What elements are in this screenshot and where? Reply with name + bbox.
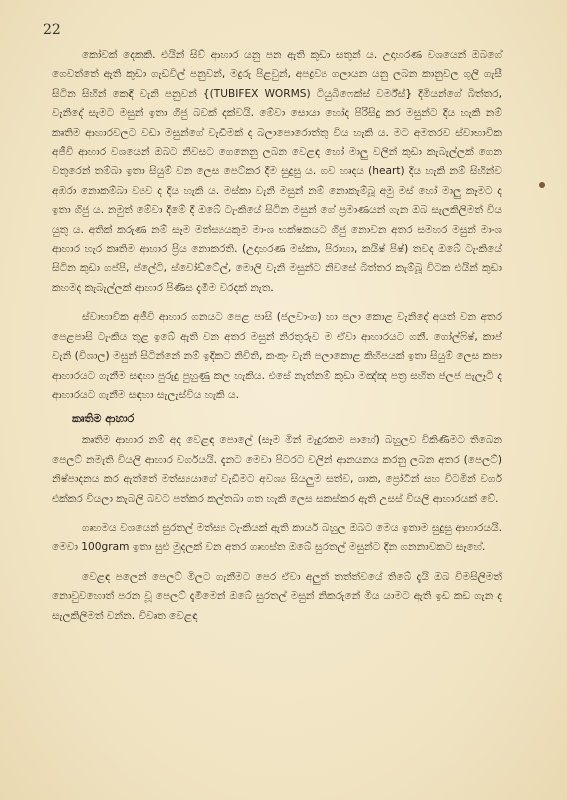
page-body xyxy=(52,46,502,626)
paragraph-pellet-suitability: ගෘහමය වශයෙන් සුරතල් මත්ස්‍ය ටැංකියක් ඇති කාර්ය බහුල ඔබට මෙය ඉතාම සුදුසු ආහාරයයි. මෙවා 100gram ඉතා සුළු මුදලක් වන අතර ගෘහස්ත ඔබේ සුරතල් මසුන්ට දින ගනනාවකට සෑහේ. xyxy=(52,521,502,554)
section-heading-artificial-food: කෘතිම ආහාර xyxy=(72,412,135,426)
page-number: 22 xyxy=(43,22,61,38)
paper-speck xyxy=(539,182,545,188)
paragraph-natural-live-food: කෝවක් දෙකකි. එයින් සිව් ආහාර යනු පන ඇති කුඩා සතුන් ය. උදාහරණ වශයෙන් ඔබගේ ගෙවත්තේ ඇති කුඩා ගැඩවිල් පනුවන්, මදුරු පිළවුන්, අපද්‍රව්‍ය ගලායන යනු ලබන කානුවල ගුලි ගැසී සිටින සිහින් කෙඳි වැනි පනුවන් {(TUBIFEX WORMS) ටියුබිෆෙක්ස් වර්ම්ස්} දිමියන්ගේ බිත්තර, වැනිදේ සැමට මසුන් ඉතා ගිජු බවක් දක්වයි. මේවා සොයා හෝද පිරිසිදු කර මසුන්ට දිය හැකි නම් කෘතිම ආහාරවලට වඩා මසුන්ගේ වැඩීමක් ද බලාපොරොත්තු විය හැකි ය. මට අමතරව ස්වාභාවික අජීවි ආහාර වශයෙන් ඔබට නිවසට ගෙනෙනු ලබන වෙළඳ හෝ මාලු වලින් කුඩා කැබැල්ලක් ගෙන වතුරෙන් තම්බා ඉතා සියුම් වන ලෙස පෙට්කර දීම සුදුසු ය. ගව හෘදය (heart) දිය හැකි නම් සිහින්ව අඹරා නොකම්බා ව්‍යව ද දිය හැකි ය. මස්කා වැනි මසුන් නම් නොකැම්බූ අමු මස් හෝ මාලු කෑමට ද ඉතා ගිජු ය. නමුත් මේවා දීමේ දී ඔබේ ටැංකියේ සිටින මසුන් ගේ ප්‍රමාණයන් ගැන ඔබ සැලකිලිමත් විය යුතු ය. අතික් කරුණ නම් සෑම මත්ස්‍යයකුම මාංශ භක්ෂකයට ගිජු නොවන අතර සමහර මසුන් මාංශ ආහාර හැර කෘතිම ආහාර ප්‍රිය නොකරති. (උදාහරණ මස්කා, පිරාහා, කයිෂ් පිෂ්) තවද ඔබේ ටැංකියේ සිටින කුඩා ගප්පි, ප්ලේටි, ස්වෝඩ්ටේල්, මොලි වැනි මසුන්ට නිවසේ බිත්තර කැම්බූ විටක එයින් කුඩා කහමද කැබැල්ලක් ආහාර පිණිස දැමීම වරදක් නැත. xyxy=(52,49,502,294)
paragraph-natural-plant-food: ස්වාභාවික අජීවි ආහාර ගනයට පෙළ පාසි (ජලවාංග) හා පලා කොළ වැනිදේ අයත් වන අතර පෙළපාසි ටැංකිය තුළ ඉබේ ඇති වන අතර මසුන් නිරතුරුව ම ඒවා ආහාරයට ගනී. ගෝල්ෆිෂ්, කාප් වැනි (විශාල) මසුන් සිටින්නේ නම් ඉදිකට නිවිති, කංකුං වැනි පලාකොළ කිහිපයක් ඉතා සියුම් ලෙස කපා ආහාරයට ගැනීම සඳහා පුරුදු පුහුණු කල හැකිය. එසේ නැත්නම් කුඩා මඤ්ඤ පත්‍ර සහිත ජලජ පැලෑටි ද ආහාරයට ගැනීම සඳහා සැලැස්විය හැකි ය. xyxy=(52,311,502,401)
paragraph-pellet-food: කෘතිම ආහාර නම් අද වෙළඳ පොලේ (සෑම මින් මැදුරකම පාහේ) බහුලව විකිණීමට තිබෙන පෙලට් නමැති වියලි ආහාර වර්ගයයි. දැනට මෙවා පිටරට වලින් ආනයනය කරනු ලබන අතර (පෙලට්) නිෂ්පාදනය කර ඇත්තේ මත්ස්‍යයාගේ වැඩීමට අවශ්‍ය සියලුම සත්ව, ශාක, ප්‍රෝටීන් සහ විටමින් වර්ග එක්කර වියලා කැබලි බවට පත්කර කල්තබා ගත හැකි ලෙස සකස්කර ඇති උසස් වියලි ආහාරයක් වේ. xyxy=(52,434,502,505)
paragraph-pellet-freshness: වෙළඳ පලෙන් පෙලට් මිලට ගැනීමට පෙර ඒවා අලුත් තත්ත්වයේ තිබේ දැයි ඔබ විමසිලිමත් නොවුවහොත් පරන වූ පෙලට් දැමීමෙන් ඔබේ සුරතල් මසුන් නිකරුනේ මිය යාමට ඇති ඉඩ කඩ ගැන ද සැලකිලිමත් වන්න. විවෘත වෙළඳ xyxy=(52,570,502,622)
